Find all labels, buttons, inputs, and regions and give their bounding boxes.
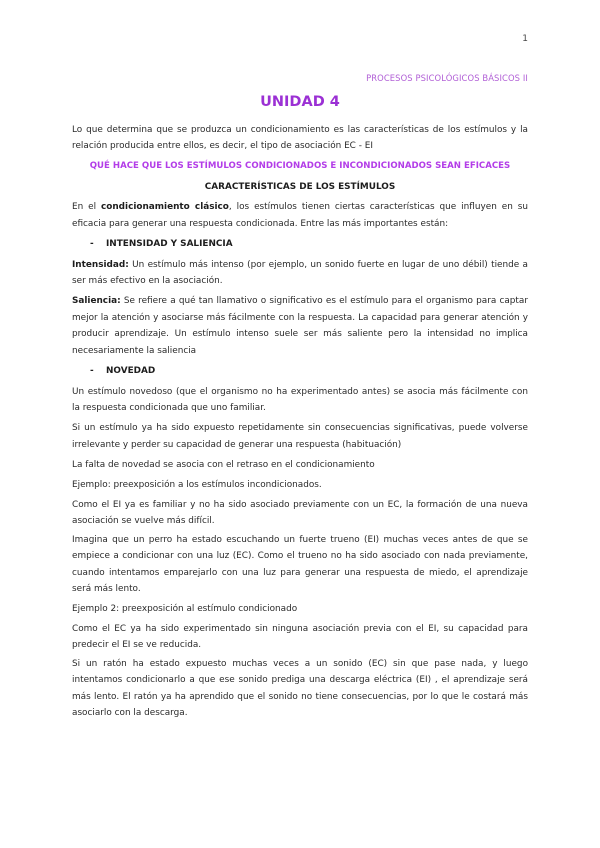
novedad-paragraph: Imagina que un perro ha estado escuchando un fuerte trueno (EI) muchas veces antes de que se empiece a condicionar con una luz (EC). Como el trueno no ha sido asociado con nada previamente, cuando intentamos emparejarlo con una luz para generar una respuesta de miedo, el aprendizaje será más lento. — [72, 534, 528, 594]
novedad-paragraph: Un estímulo novedoso (que el organismo no ha experimentado antes) se asocia más fácilmente con la respuesta condicionada que uno familiar. — [72, 387, 528, 414]
bullet-intensidad-saliencia: - INTENSIDAD Y SALIENCIA — [72, 236, 528, 252]
running-header: PROCESOS PSICOLÓGICOS BÁSICOS II — [366, 73, 528, 83]
intro-paragraph: Lo que determina que se produzca un condicionamiento es las características de los estímulos y la relación producida entre ellos, es decir, el tipo de asociación EC - EI — [72, 125, 528, 152]
intensidad-paragraph: Intensidad: Un estímulo más intenso (por ejemplo, un sonido fuerte en lugar de uno débil) tiende a ser más efectivo en la asociación. — [72, 260, 528, 287]
intensidad-term: Intensidad: — [72, 260, 129, 271]
novedad-paragraph: Como el EI ya es familiar y no ha sido asociado previamente con un EC, la formación de una nueva asociación se vuelve más difícil. — [72, 499, 528, 527]
unit-title: UNIDAD 4 — [260, 94, 340, 110]
novedad-paragraph: Si un estímulo ya ha sido expuesto repetidamente sin consecuencias significativas, puede volverse irrelevante y perder su capacidad de generar una respuesta (habituación) — [72, 423, 528, 450]
novedad-paragraph: Ejemplo 2: preexposición al estímulo condicionado — [72, 603, 298, 614]
saliencia-paragraph: Saliencia: Se refiere a qué tan llamativo o significativo es el estímulo para el organismo para captar mejor la atención y asociarse más fácilmente con la respuesta. La capacidad para generar atención y producir aprendizaje. Un estímulo intenso suele ser más saliente pero la intensidad no implica necesariamente la saliencia — [72, 296, 528, 356]
novedad-paragraph: Si un ratón ha estado expuesto muchas veces a un sonido (EC) sin que pase nada, y luego intentamos condicionarlo a que ese sonido prediga una descarga eléctrica (EI) , el aprendizaje será más lento. El ratón ya ha aprendido que el sonido no tiene consecuencias, por lo que le costará más asociarlo con la descarga. — [72, 658, 528, 718]
novedad-paragraph: Ejemplo: preexposición a los estímulos incondicionados. — [72, 479, 322, 490]
novedad-paragraph: La falta de novedad se asocia con el retraso en el condicionamiento — [72, 459, 375, 470]
bullet-novedad: - NOVEDAD — [72, 363, 528, 379]
classic-paragraph: En el condicionamiento clásico, los estímulos tienen ciertas características que influyen en su eficacia para generar una respuesta condicionada. Entre las más importantes están: — [72, 202, 528, 229]
document-body — [72, 122, 528, 725]
purple-heading: QUÉ HACE QUE LOS ESTÍMULOS CONDICIONADOS E INCONDICIONADOS SEAN EFICACES — [89, 161, 511, 172]
bullet-dash: - — [90, 238, 94, 249]
page-number: 1 — [522, 34, 528, 44]
novedad-paragraph: Como el EC ya ha sido experimentado sin ninguna asociación previa con el EI, su capacidad para predecir el EI se ve reducida. — [72, 623, 528, 651]
bullet-dash: - — [90, 365, 94, 376]
saliencia-term: Saliencia: — [72, 296, 121, 307]
section-heading: CARACTERÍSTICAS DE LOS ESTÍMULOS — [204, 181, 396, 192]
classic-term: condicionamiento clásico — [101, 202, 229, 213]
